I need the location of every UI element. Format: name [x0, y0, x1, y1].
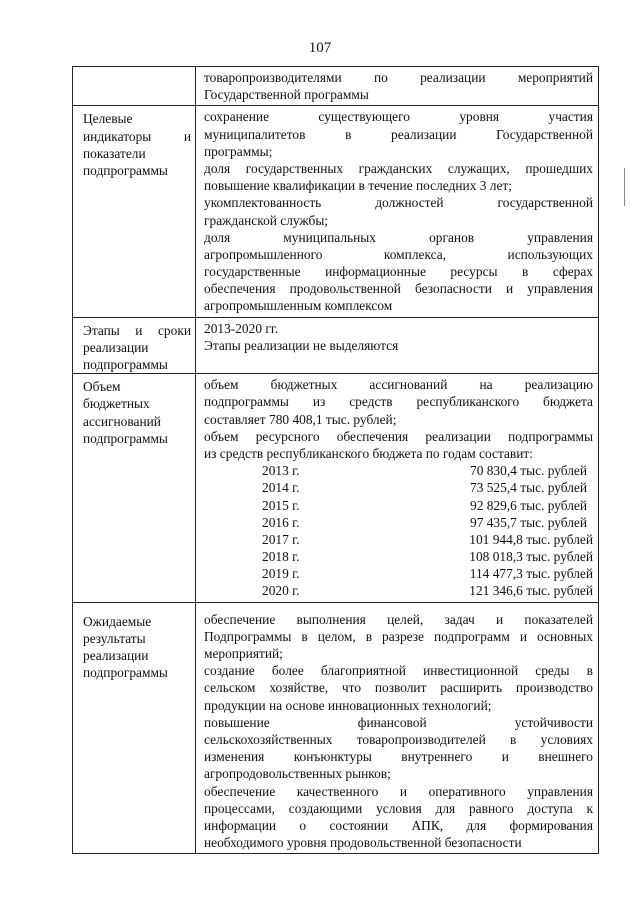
budget-year: 2017 г.: [262, 531, 300, 547]
content-line: процессами, создающими условия для равного доступа к: [204, 800, 593, 816]
budget-year-row: [204, 548, 593, 565]
content-line: объем ресурсного обеспечения реализации подпрограммы: [204, 428, 593, 444]
row-label-line: реализации: [83, 648, 149, 663]
content-line: Подпрограммы в целом, в разрезе подпрограмм и основных: [204, 628, 593, 644]
content-line: сельском хозяйстве, что позволит расширить производство: [204, 680, 593, 696]
content-line: повышение финансовой устойчивости: [204, 714, 593, 730]
content-line: информации о состоянии АПК, для формирования: [204, 817, 593, 833]
budget-year-row: [204, 531, 593, 548]
budget-amount: 73 525,4 тыс. рублей: [470, 480, 588, 496]
budget-amount: 121 346,6 тыс. рублей: [469, 583, 593, 599]
row-label-line: реализации: [83, 339, 149, 355]
content-line: необходимого уровня продовольственной безопасности: [204, 835, 522, 851]
content-line: 2013-2020 гг.: [204, 320, 279, 336]
content-line: сохранение существующего уровня участия: [204, 109, 593, 125]
budget-year: 2018 г.: [262, 549, 300, 565]
content-line: обеспечение выполнения целей, задач и показателей: [204, 611, 593, 627]
row-label-line: индикаторы и: [83, 128, 191, 144]
content-line: государственные информационные ресурсы в сферах: [204, 264, 593, 280]
content-line: товаропроизводителями по реализации мероприятий: [204, 70, 593, 85]
content-line: мероприятий;: [204, 646, 283, 661]
budget-amount: 92 829,6 тыс. рублей: [470, 497, 588, 513]
content-line: Государственной программы: [204, 87, 369, 103]
content-line: составляет 780 408,1 тыс. рублей;: [204, 411, 397, 427]
budget-year: 2020 г.: [262, 583, 300, 599]
content-line: сельскохозяйственных товаропроизводителей в условиях: [204, 731, 593, 747]
stages-row: [73, 317, 599, 374]
content-line: агропромышленным комплексом: [204, 298, 393, 314]
indicators-row: [73, 106, 599, 317]
content-line: из средств республиканского бюджета по годам составит:: [204, 445, 533, 461]
content-line: программы;: [204, 143, 273, 159]
row-label-line: подпрограммы: [83, 162, 168, 178]
row-label-line: подпрограммы: [83, 665, 168, 681]
content-line: повышение квалификации в течение последних 3 лет;: [204, 178, 513, 194]
content-line: гражданской службы;: [204, 212, 329, 228]
row-label-line: подпрограммы: [83, 430, 168, 446]
results-row: [73, 602, 599, 854]
content-line: обеспечение качественного и оперативного управления: [204, 783, 593, 799]
row-label-line: Объем: [83, 379, 121, 395]
budget-year-row: [204, 479, 593, 496]
content-line: подпрограммы из средств республиканского бюджета: [204, 394, 593, 410]
budget-row: [73, 374, 599, 602]
row-content-cell: [196, 67, 599, 106]
budget-amount: 114 477,3 тыс. рублей: [469, 566, 593, 582]
budget-year: 2014 г.: [262, 480, 300, 496]
content-line: агропродовольственных рынков;: [204, 766, 391, 782]
content-line: объем бюджетных ассигнований на реализацию: [204, 377, 593, 393]
content-line: доля государственных гражданских служащих, прошедших: [204, 160, 593, 176]
row-content-cell: [196, 106, 599, 317]
content-line: создание более благоприятной инвестиционной среды в: [204, 663, 593, 679]
content-line: доля муниципальных органов управления: [204, 229, 593, 245]
content-line: Этапы реализации не выделяются: [204, 337, 399, 353]
budget-amount: 101 944,8 тыс. рублей: [469, 531, 593, 547]
budget-year-row: [204, 565, 593, 582]
row-label-cell: [73, 317, 196, 374]
passport-table: [72, 66, 599, 854]
row-label-cell: [73, 602, 196, 854]
budget-year: 2015 г.: [262, 497, 300, 513]
budget-year-row: [204, 497, 593, 514]
budget-year: 2019 г.: [262, 566, 300, 582]
content-line: укомплектованность должностей государственной: [204, 195, 593, 211]
page-number: 107: [308, 40, 332, 56]
row-label-line: Ожидаемые: [83, 613, 152, 629]
row-content-cell: [196, 317, 599, 374]
content-line: муниципалитетов в реализации Государственной: [204, 126, 593, 142]
budget-amount: 108 018,3 тыс. рублей: [469, 549, 593, 565]
row-content-cell: [196, 374, 599, 602]
row-label-line: Этапы и сроки: [83, 322, 191, 338]
margin-mark: [624, 168, 625, 206]
row-content-cell: [196, 602, 599, 854]
budget-year-row: [204, 462, 593, 479]
budget-year: 2013 г.: [262, 463, 300, 479]
content-line: изменения конъюнктуры внутреннего и внешнего: [204, 749, 593, 765]
continuation-row: [73, 67, 599, 106]
budget-amount: 97 435,7 тыс. рублей: [470, 514, 588, 530]
budget-year-row: [204, 514, 593, 531]
row-label-line: ассигнований: [83, 413, 161, 429]
row-label-line: показатели: [83, 145, 146, 161]
row-label-cell: [73, 106, 196, 317]
content-line: обеспечения продовольственной безопасности и управления: [204, 281, 593, 297]
content-line: продукции на основе инновационных технологий;: [204, 697, 492, 713]
row-label-line: результаты: [83, 630, 146, 646]
row-label-line: Целевые: [83, 111, 133, 127]
budget-amount: 70 830,4 тыс. рублей: [470, 463, 588, 479]
budget-year-row: [204, 582, 593, 599]
row-label-cell: [73, 67, 196, 106]
row-label-cell: [73, 374, 196, 602]
row-label-line: бюджетных: [83, 396, 150, 412]
content-line: агропромышленного комплекса, использующих: [204, 246, 593, 262]
budget-year: 2016 г.: [262, 514, 300, 530]
row-label-line: подпрограммы: [83, 357, 168, 372]
